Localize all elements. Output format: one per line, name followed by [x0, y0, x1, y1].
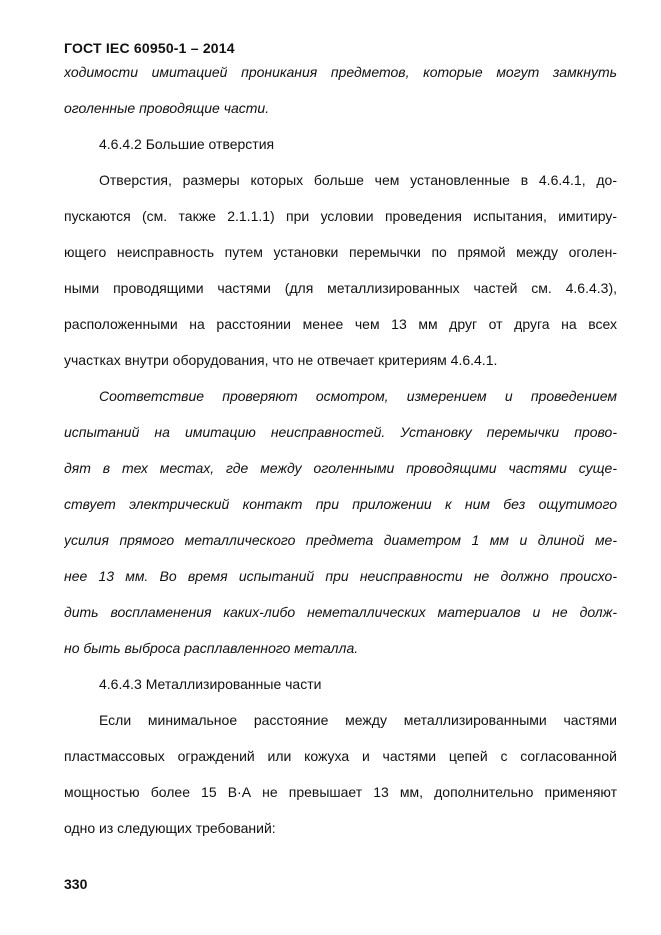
text-line: нее 13 мм. Во время испытаний при неисправности не должно происхо-: [64, 568, 617, 584]
text-line: мощностью более 15 В·А не превышает 13 мм, дополнительно применяют: [64, 784, 617, 800]
text-line: Отверстия, размеры которых больше чем установленные в 4.6.4.1, до-: [99, 172, 617, 188]
section-heading-4642: 4.6.4.2 Большие отверстия: [99, 136, 275, 152]
text-line: Соответствие проверяют осмотром, измерением и проведением: [99, 388, 617, 404]
page-number: 330: [64, 876, 88, 892]
text-line: ющего неисправность путем установки перемычки по прямой между оголен-: [64, 244, 617, 260]
paragraph-metallized-parts: [64, 702, 617, 846]
text-line: ствует электрический контакт при приложении к ним без ощутимого: [64, 496, 617, 512]
text-line: Если минимальное расстояние между металлизированными частями: [99, 712, 617, 728]
text-line: испытаний на имитацию неисправностей. Установку перемычки прово-: [64, 424, 617, 440]
text-line: оголенные проводящие части.: [64, 100, 270, 116]
text-line: дить воспламенения каких-либо неметаллических материалов и не долж-: [64, 604, 617, 620]
text-line: пускаются (см. также 2.1.1.1) при условии проведения испытания, имитиру-: [64, 208, 617, 224]
text-line: но быть выброса расплавленного металла.: [64, 640, 359, 656]
text-line: усилия прямого металлического предмета диаметром 1 мм и длиной ме-: [64, 532, 617, 548]
text-line: расположенными на расстоянии менее чем 13 мм друг от друга на всех: [64, 316, 617, 332]
section-heading-4643: 4.6.4.3 Металлизированные части: [99, 676, 322, 692]
compliance-paragraph: [64, 378, 617, 666]
text-line: дят в тех местах, где между оголенными проводящими частями суще-: [64, 460, 617, 476]
text-line: пластмассовых ограждений или кожуха и частями цепей с согласованной: [64, 748, 617, 764]
paragraph-large-openings: [64, 162, 617, 378]
document-header: ГОСТ IEC 60950-1 – 2014: [64, 40, 235, 56]
text-line: одно из следующих требований:: [64, 820, 276, 836]
continuation-paragraph: [64, 54, 617, 126]
page-body: [64, 54, 617, 846]
text-line: ными проводящими частями (для металлизированных частей см. 4.6.4.3),: [64, 280, 617, 296]
text-line: ходимости имитацией проникания предметов, которые могут замкнуть: [64, 64, 617, 80]
text-line: участках внутри оборудования, что не отвечает критериям 4.6.4.1.: [64, 352, 498, 368]
